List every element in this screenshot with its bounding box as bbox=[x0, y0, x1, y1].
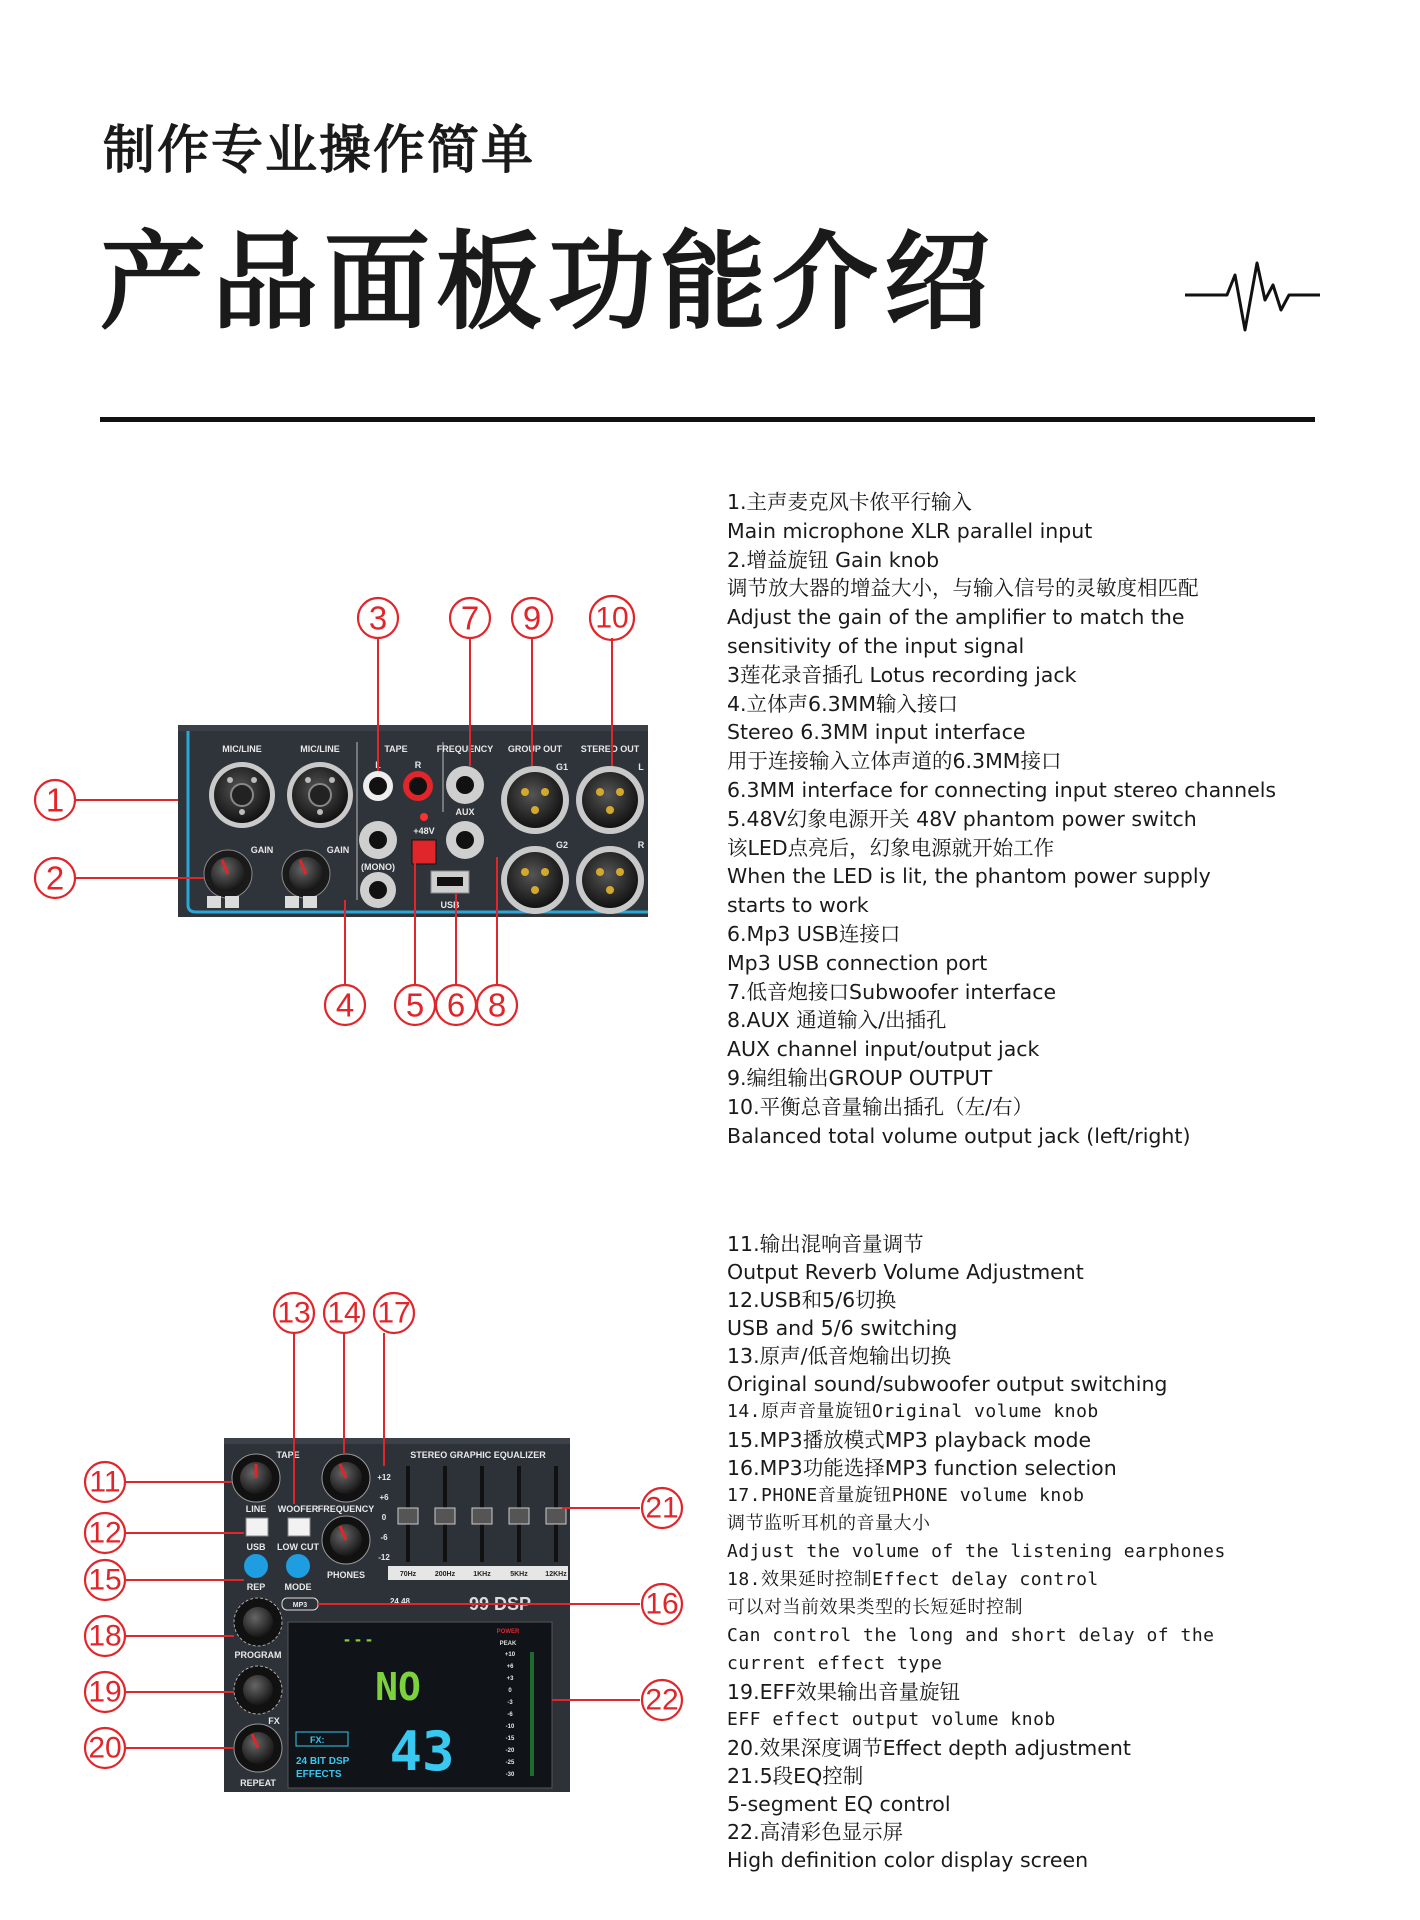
desc-line: 18.效果延时控制Effect delay control bbox=[727, 1569, 1099, 1590]
svg-text:0: 0 bbox=[508, 1688, 512, 1694]
callout-20 bbox=[85, 1728, 125, 1768]
desc-line: 6.3MM interface for connecting input stereo channels bbox=[727, 777, 1277, 802]
svg-text:FREQUENCY: FREQUENCY bbox=[317, 1504, 375, 1514]
desc-line: When the LED is lit, the phantom power supply bbox=[727, 864, 1211, 889]
callout-21 bbox=[642, 1488, 682, 1528]
svg-text:PEAK: PEAK bbox=[499, 1641, 517, 1647]
callout-8 bbox=[477, 985, 517, 1025]
callout-3 bbox=[358, 598, 398, 638]
callout-4 bbox=[325, 985, 365, 1025]
svg-text:GAIN: GAIN bbox=[250, 845, 274, 855]
svg-text:EFFECTS: EFFECTS bbox=[296, 1769, 342, 1780]
desc-line: Balanced total volume output jack (left/right) bbox=[727, 1123, 1191, 1148]
callout-12 bbox=[85, 1513, 125, 1553]
svg-text:TAPE: TAPE bbox=[384, 744, 408, 754]
svg-text:-12: -12 bbox=[378, 1553, 390, 1562]
desc-line: Adjust the volume of the listening earphones bbox=[727, 1541, 1226, 1562]
svg-text:REP: REP bbox=[246, 1582, 266, 1592]
svg-text:13: 13 bbox=[277, 1296, 311, 1330]
svg-text:(MONO): (MONO) bbox=[361, 862, 395, 872]
svg-text:19: 19 bbox=[88, 1675, 122, 1709]
svg-text:STEREO OUT: STEREO OUT bbox=[580, 744, 640, 754]
svg-text:+6: +6 bbox=[506, 1664, 514, 1670]
desc-line: 1.主声麦克风卡侬平行输入 bbox=[727, 490, 973, 514]
desc-line: 2.增益旋钮 Gain knob bbox=[727, 547, 940, 572]
svg-text:17: 17 bbox=[377, 1296, 411, 1330]
svg-text:FX:: FX: bbox=[310, 1735, 325, 1745]
desc-line: 7.低音炮接口Subwoofer interface bbox=[727, 979, 1057, 1004]
svg-text:18: 18 bbox=[88, 1619, 122, 1653]
repeat-knob[interactable] bbox=[234, 1724, 282, 1772]
desc-line: 3莲花录音插孔 Lotus recording jack bbox=[727, 662, 1077, 687]
eq-band-labels bbox=[388, 1566, 568, 1580]
desc-line: 20.效果深度调节Effect depth adjustment bbox=[727, 1736, 1131, 1760]
callout-19 bbox=[85, 1672, 125, 1712]
svg-text:-30: -30 bbox=[505, 1772, 515, 1778]
callout-7 bbox=[450, 598, 490, 638]
svg-text:USB: USB bbox=[440, 900, 460, 910]
callout-16 bbox=[642, 1584, 682, 1624]
svg-text:PROGRAM: PROGRAM bbox=[234, 1650, 282, 1660]
svg-text:+12: +12 bbox=[377, 1473, 391, 1482]
desc-line: Main microphone XLR parallel input bbox=[727, 518, 1093, 543]
svg-text:+10: +10 bbox=[504, 1652, 516, 1658]
svg-text:12: 12 bbox=[88, 1516, 122, 1550]
svg-text:G1: G1 bbox=[555, 762, 569, 772]
page-title: 产品面板功能介绍 bbox=[100, 221, 996, 344]
svg-text:-6: -6 bbox=[380, 1533, 388, 1542]
svg-text:15: 15 bbox=[88, 1563, 122, 1597]
svg-text:PHONES: PHONES bbox=[326, 1570, 366, 1580]
desc-line: AUX channel input/output jack bbox=[727, 1037, 1040, 1062]
svg-text:21: 21 bbox=[645, 1491, 679, 1525]
svg-text:MIC/LINE: MIC/LINE bbox=[300, 744, 340, 754]
desc-line: Can control the long and short delay of the bbox=[727, 1625, 1215, 1646]
svg-text:FREQUENCY: FREQUENCY bbox=[436, 744, 494, 754]
program-knob[interactable] bbox=[234, 1598, 282, 1646]
svg-text:AUX: AUX bbox=[455, 807, 475, 817]
svg-text:-3: -3 bbox=[507, 1700, 513, 1706]
rep-button[interactable] bbox=[244, 1554, 268, 1578]
svg-text:24 BIT DSP: 24 BIT DSP bbox=[296, 1756, 350, 1767]
description-list-1 bbox=[727, 488, 1387, 1150]
svg-text:+6: +6 bbox=[379, 1493, 389, 1502]
desc-line: current effect type bbox=[727, 1653, 943, 1674]
svg-text:R: R bbox=[414, 760, 422, 770]
desc-line: Adjust the gain of the amplifier to match the bbox=[727, 605, 1185, 630]
svg-text:L: L bbox=[638, 762, 644, 772]
svg-text:99 DSP: 99 DSP bbox=[468, 1594, 532, 1614]
svg-text:3: 3 bbox=[368, 599, 388, 637]
desc-line: 14.原声音量旋钮Original volume knob bbox=[727, 1401, 1099, 1422]
svg-text:MP3: MP3 bbox=[292, 1602, 308, 1609]
desc-line: starts to work bbox=[727, 893, 869, 918]
page-subtitle: 制作专业操作简单 bbox=[103, 121, 536, 181]
svg-text:WOOFER: WOOFER bbox=[277, 1504, 319, 1514]
callout-5 bbox=[395, 985, 435, 1025]
desc-line: 12.USB和5/6切换 bbox=[727, 1288, 897, 1312]
description-list-2 bbox=[727, 1230, 1387, 1874]
svg-text:POWER: POWER bbox=[496, 1629, 520, 1635]
callout-1 bbox=[35, 780, 75, 820]
desc-line: 17.PHONE音量旋钮PHONE volume knob bbox=[727, 1485, 1085, 1506]
svg-text:11: 11 bbox=[89, 1465, 121, 1499]
svg-text:MIC/LINE: MIC/LINE bbox=[222, 744, 262, 754]
svg-text:10: 10 bbox=[595, 601, 629, 635]
callout-17 bbox=[374, 1293, 414, 1333]
svg-text:5KHz: 5KHz bbox=[510, 1571, 528, 1578]
fx-knob[interactable] bbox=[234, 1666, 282, 1714]
desc-line: 15.MP3播放模式MP3 playback mode bbox=[727, 1428, 1092, 1452]
svg-text:LINE: LINE bbox=[245, 1504, 267, 1514]
stereo-input-jacks[interactable] bbox=[359, 821, 397, 908]
svg-text:12KHz: 12KHz bbox=[545, 1571, 567, 1578]
svg-text:70Hz: 70Hz bbox=[399, 1571, 417, 1578]
desc-line: 13.原声/低音炮输出切换 bbox=[727, 1344, 952, 1368]
desc-line: High definition color display screen bbox=[727, 1848, 1089, 1872]
callout-15 bbox=[85, 1560, 125, 1600]
callout-18 bbox=[85, 1616, 125, 1656]
desc-line: 6.Mp3 USB连接口 bbox=[727, 921, 901, 946]
desc-line: Output Reverb Volume Adjustment bbox=[727, 1260, 1084, 1284]
desc-line: 用于连接输入立体声道的6.3MM接口 bbox=[727, 749, 1062, 774]
desc-line: 5-segment EQ control bbox=[727, 1792, 951, 1816]
original-volume-knob[interactable] bbox=[322, 1454, 370, 1502]
svg-text:FX: FX bbox=[268, 1716, 280, 1726]
callout-6 bbox=[436, 985, 476, 1025]
svg-text:-25: -25 bbox=[505, 1760, 515, 1766]
callout-10 bbox=[590, 596, 634, 640]
svg-text:22: 22 bbox=[645, 1683, 679, 1717]
callout-9 bbox=[512, 598, 552, 638]
svg-text:4: 4 bbox=[335, 986, 355, 1024]
svg-text:L: L bbox=[375, 760, 381, 770]
svg-text:NO: NO bbox=[375, 1665, 421, 1709]
svg-text:24 48: 24 48 bbox=[389, 1597, 411, 1606]
desc-line: sensitivity of the input signal bbox=[727, 633, 1025, 658]
desc-line: 5.48V幻象电源开关 48V phantom power switch bbox=[727, 806, 1197, 831]
desc-line: 4.立体声6.3MM输入接口 bbox=[727, 691, 959, 716]
desc-line: 19.EFF效果输出音量旋钮 bbox=[727, 1680, 961, 1704]
callout-11 bbox=[85, 1462, 125, 1502]
svg-text:-20: -20 bbox=[505, 1748, 515, 1754]
svg-text:- - -: - - - bbox=[344, 1629, 372, 1649]
svg-text:5: 5 bbox=[405, 986, 425, 1024]
svg-text:-15: -15 bbox=[505, 1736, 515, 1742]
svg-text:-10: -10 bbox=[505, 1724, 515, 1730]
svg-text:USB: USB bbox=[246, 1542, 266, 1552]
svg-text:-6: -6 bbox=[507, 1712, 513, 1718]
desc-line: 11.输出混响音量调节 bbox=[727, 1232, 924, 1256]
svg-text:R: R bbox=[637, 840, 645, 850]
svg-text:9: 9 bbox=[522, 599, 542, 637]
svg-text:G2: G2 bbox=[555, 840, 569, 850]
svg-text:MODE: MODE bbox=[284, 1582, 312, 1592]
front-panel-2 bbox=[224, 1438, 570, 1792]
svg-text:8: 8 bbox=[487, 986, 507, 1024]
desc-line: 可以对当前效果类型的长短延时控制 bbox=[727, 1597, 1023, 1618]
svg-text:16: 16 bbox=[645, 1587, 679, 1621]
desc-line: 21.5段EQ控制 bbox=[727, 1764, 864, 1788]
svg-text:20: 20 bbox=[88, 1731, 122, 1765]
desc-line: 该LED点亮后，幻象电源就开始工作 bbox=[727, 835, 1055, 860]
usb-switch[interactable] bbox=[246, 1518, 268, 1536]
svg-text:+48V: +48V bbox=[413, 826, 435, 836]
svg-text:6: 6 bbox=[446, 986, 466, 1024]
desc-line: 10.平衡总音量输出插孔（左/右） bbox=[727, 1094, 1034, 1119]
svg-text:14: 14 bbox=[327, 1296, 361, 1330]
svg-text:43: 43 bbox=[389, 1720, 455, 1783]
svg-text:STEREO GRAPHIC EQUALIZER: STEREO GRAPHIC EQUALIZER bbox=[410, 1450, 546, 1460]
svg-text:REPEAT: REPEAT bbox=[240, 1778, 276, 1788]
svg-text:0: 0 bbox=[381, 1513, 387, 1522]
svg-text:7: 7 bbox=[460, 599, 480, 637]
desc-line: EFF effect output volume knob bbox=[727, 1709, 1056, 1730]
mode-button[interactable] bbox=[286, 1554, 310, 1578]
desc-line: Stereo 6.3MM input interface bbox=[727, 720, 1026, 745]
svg-text:LOW CUT: LOW CUT bbox=[277, 1542, 319, 1552]
svg-text:TAPE: TAPE bbox=[276, 1450, 300, 1460]
desc-line: 调节放大器的增益大小，与输入信号的灵敏度相匹配 bbox=[727, 576, 1199, 601]
desc-line: 9.编组输出GROUP OUTPUT bbox=[727, 1065, 993, 1090]
svg-text:1KHz: 1KHz bbox=[473, 1571, 491, 1578]
desc-line: USB and 5/6 switching bbox=[727, 1316, 958, 1340]
desc-line: 8.AUX 通道输入/出插孔 bbox=[727, 1008, 947, 1033]
callout-22 bbox=[642, 1680, 682, 1720]
tape-knob[interactable] bbox=[232, 1454, 280, 1502]
desc-line: 调节监听耳机的音量大小 bbox=[727, 1513, 931, 1534]
desc-line: Mp3 USB connection port bbox=[727, 950, 988, 975]
svg-text:2: 2 bbox=[45, 859, 65, 897]
svg-text:GROUP OUT: GROUP OUT bbox=[507, 744, 563, 754]
svg-text:+3: +3 bbox=[506, 1676, 514, 1682]
rear-panel-1 bbox=[178, 725, 648, 917]
desc-line: Original sound/subwoofer output switching bbox=[727, 1372, 1168, 1396]
svg-text:1: 1 bbox=[45, 781, 65, 819]
low-cut-switch[interactable] bbox=[288, 1518, 310, 1536]
callout-14 bbox=[324, 1293, 364, 1333]
svg-text:200Hz: 200Hz bbox=[434, 1571, 456, 1578]
callout-13 bbox=[274, 1293, 314, 1333]
phones-knob[interactable] bbox=[322, 1516, 370, 1564]
desc-line: 22.高清彩色显示屏 bbox=[727, 1820, 904, 1844]
callout-2 bbox=[35, 858, 75, 898]
desc-line: 16.MP3功能选择MP3 function selection bbox=[727, 1456, 1117, 1480]
svg-text:GAIN: GAIN bbox=[326, 845, 350, 855]
